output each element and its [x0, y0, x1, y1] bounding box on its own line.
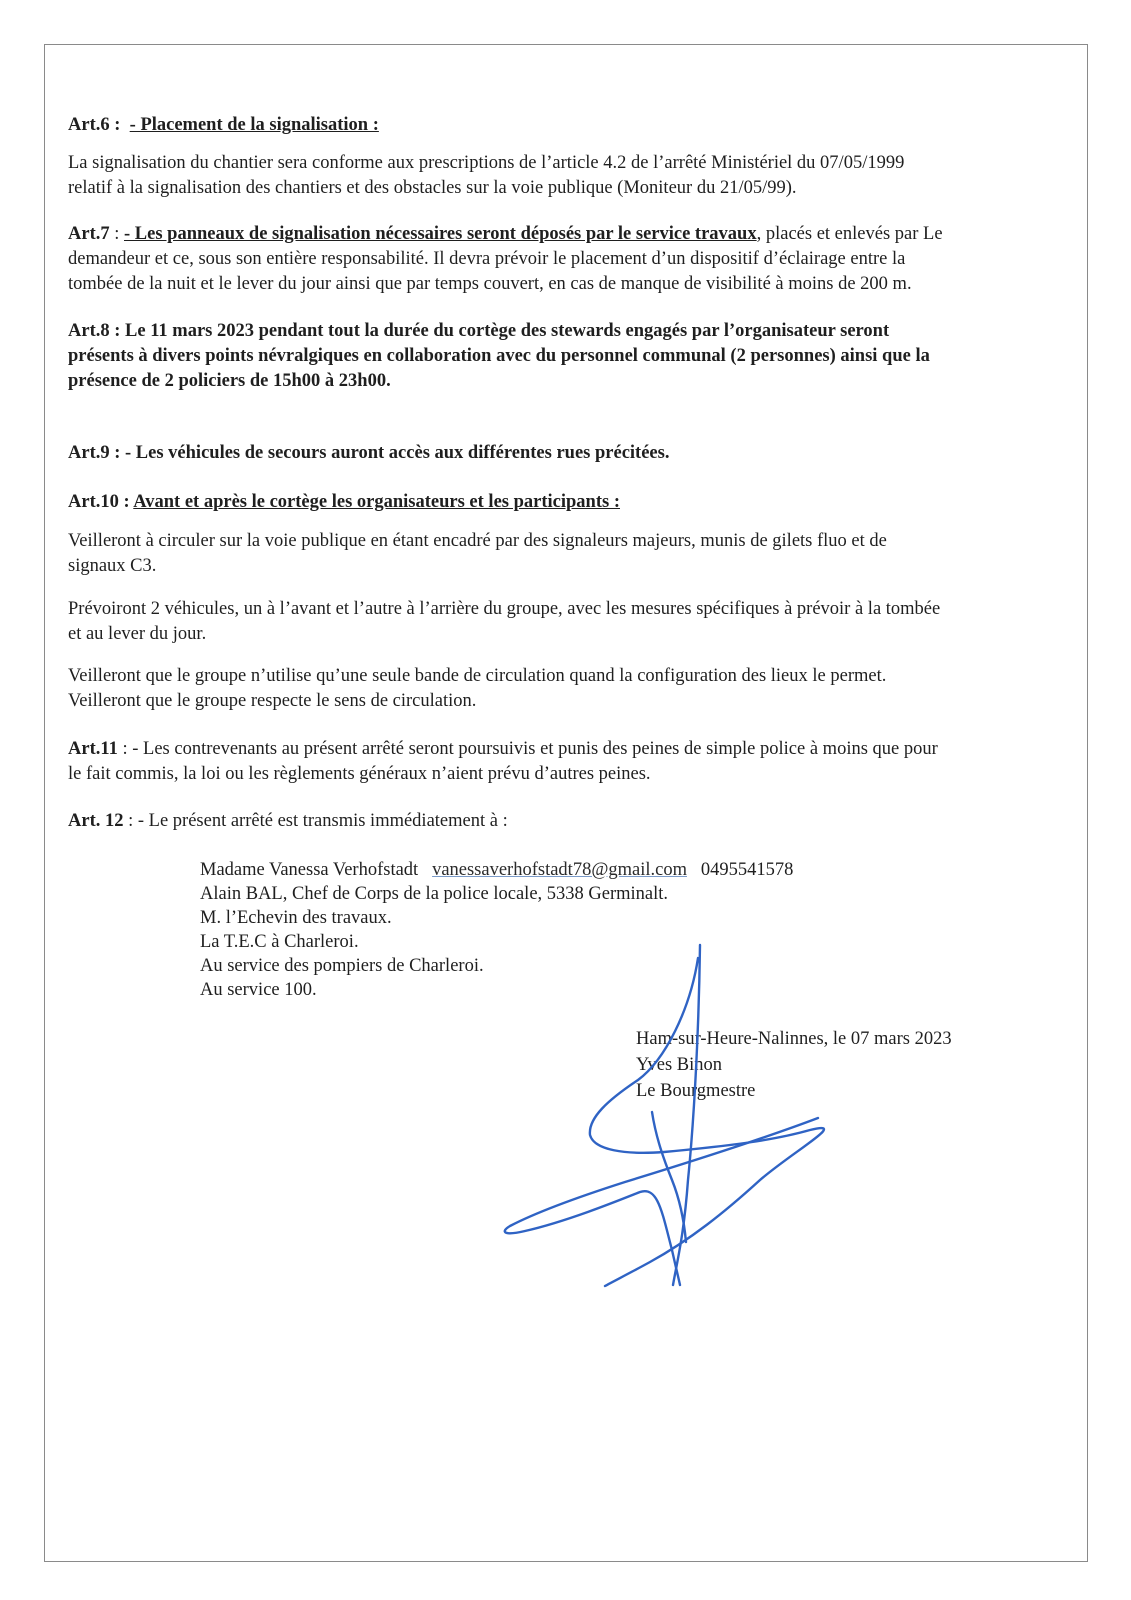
art7-line-2: demandeur et ce, sous son entière responsabilité. Il devra prévoir le placement d’un dispositif d’éclairage entre la [68, 249, 906, 269]
art11-line-1 [68, 737, 938, 762]
signature-name: Yves Binon [636, 1055, 723, 1075]
art11-line-1-rest: : - Les contrevenants au présent arrêté seront poursuivis et punis des peines de simple police à moins que pour [117, 739, 938, 759]
art6-label: Art.6 : [68, 115, 121, 135]
art10-title: Avant et après le cortège les organisateurs et les participants : [133, 492, 620, 512]
art9-line: Art.9 : - Les véhicules de secours auront accès aux différentes rues précitées. [68, 443, 670, 463]
art6-line-2: relatif à la signalisation des chantiers et des obstacles sur la voie publique (Moniteur du 21/05/99). [68, 178, 797, 198]
art7-line-3: tombée de la nuit et le lever du jour ainsi que par temps couvert, en cas de manque de visibilité à moins de 200 m. [68, 274, 912, 294]
art12-line [68, 809, 508, 834]
art6-title: - Placement de la signalisation : [129, 115, 379, 135]
art10-p2-line-2: et au lever du jour. [68, 624, 207, 644]
art10-heading [68, 490, 620, 515]
art12-rest: : - Le présent arrêté est transmis immédiatement à : [123, 811, 508, 831]
recipient-1-phone: 0495541578 [700, 860, 794, 880]
recipient-5: Au service des pompiers de Charleroi. [200, 956, 484, 976]
recipient-2: Alain BAL, Chef de Corps de la police locale, 5338 Germinalt. [200, 884, 669, 904]
art7-label: Art.7 [68, 224, 110, 244]
art8-line-2: présents à divers points névralgiques en collaboration avec du personnel communal (2 personnes) ainsi que la [68, 346, 930, 366]
art10-label: Art.10 : [68, 492, 130, 512]
art10-p2-line-1: Prévoiront 2 véhicules, un à l’avant et l’autre à l’arrière du groupe, avec les mesures spécifiques à prévoir à la tombée [68, 599, 941, 619]
signature-role: Le Bourgmestre [636, 1081, 756, 1101]
art7-line-1-rest: , placés et enlevés par Le [756, 224, 943, 244]
signature-place-date: Ham-sur-Heure-Nalinnes, le 07 mars 2023 [636, 1029, 952, 1049]
art10-p1-line-1: Veilleront à circuler sur la voie publique en étant encadré par des signaleurs majeurs, munis de gilets fluo et de [68, 531, 887, 551]
recipient-3: M. l’Echevin des travaux. [200, 908, 392, 928]
art8-line-1: Art.8 : Le 11 mars 2023 pendant tout la durée du cortège des stewards engagés par l’organisateur seront [68, 321, 890, 341]
recipient-1 [200, 858, 793, 882]
art7-title: - Les panneaux de signalisation nécessaires seront déposés par le service travaux [124, 224, 757, 244]
art7-sep: : [109, 224, 124, 244]
art11-line-2: le fait commis, la loi ou les règlements généraux n’aient prévu d’autres peines. [68, 764, 651, 784]
recipient-1-email-link[interactable]: vanessaverhofstadt78@gmail.com [432, 860, 687, 880]
art10-p3-line-2: Veilleront que le groupe respecte le sens de circulation. [68, 691, 477, 711]
recipient-1-name: Madame Vanessa Verhofstadt [200, 860, 419, 880]
art6-line-1: La signalisation du chantier sera conforme aux prescriptions de l’article 4.2 de l’arrêté Ministériel du 07/05/1999 [68, 153, 905, 173]
art8-line-3: présence de 2 policiers de 15h00 à 23h00. [68, 371, 391, 391]
art7-line-1 [68, 222, 943, 247]
art6-heading [68, 113, 379, 138]
recipient-4: La T.E.C à Charleroi. [200, 932, 359, 952]
art11-label: Art.11 [68, 739, 118, 759]
art10-p3-line-1: Veilleront que le groupe n’utilise qu’une seule bande de circulation quand la configuration des lieux le permet. [68, 666, 887, 686]
art12-label: Art. 12 [68, 811, 124, 831]
recipient-6: Au service 100. [200, 980, 317, 1000]
art10-p1-line-2: signaux C3. [68, 556, 157, 576]
